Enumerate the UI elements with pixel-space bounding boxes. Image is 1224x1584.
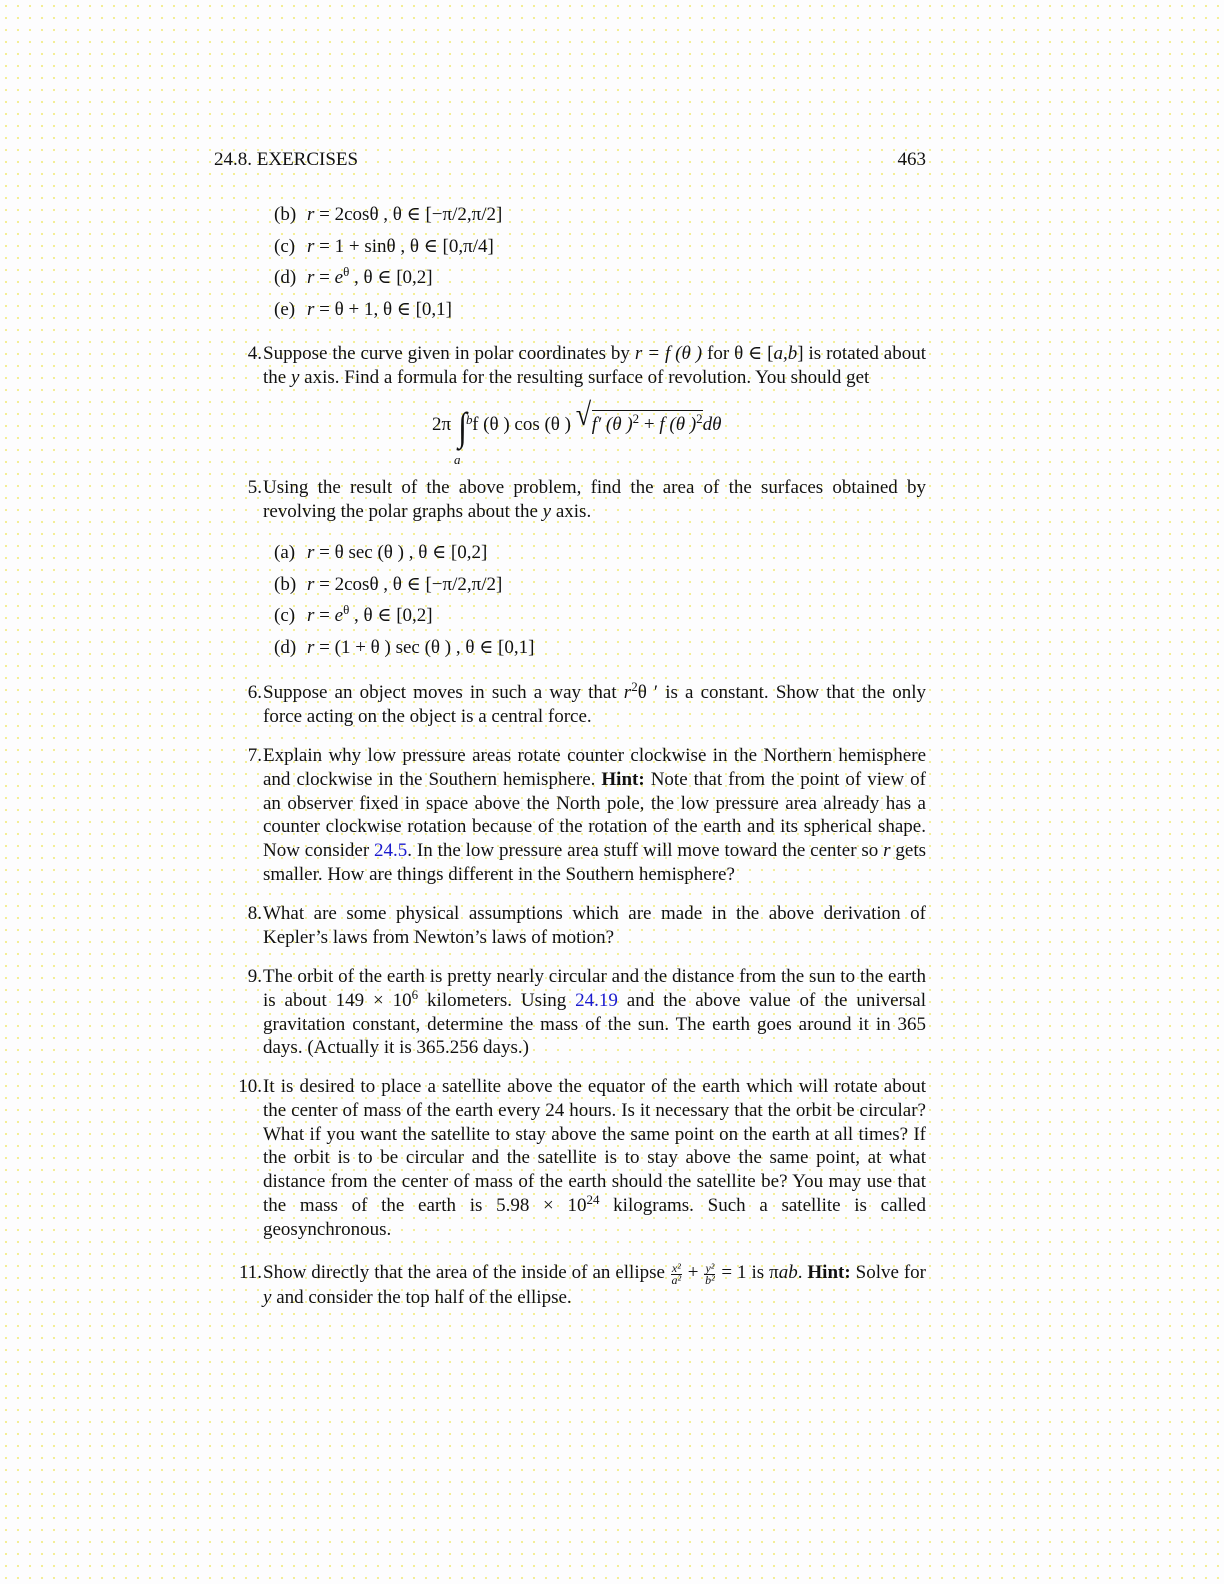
exercise-number: 7. <box>247 745 262 766</box>
var-r: r <box>307 204 315 225</box>
var-y: y <box>263 1287 272 1308</box>
var-ab: ab <box>778 1262 798 1283</box>
exercise-text <box>263 681 926 729</box>
denominator: a² <box>671 1273 682 1287</box>
term: f′ (θ ) <box>591 414 633 435</box>
exercise-text <box>263 476 926 524</box>
text: kilograms. Such a satellite is called geosynchronous. <box>263 1194 926 1240</box>
running-header <box>214 148 926 172</box>
var-r: r <box>307 636 315 658</box>
exponent: θ <box>343 602 350 618</box>
page-number: 463 <box>897 149 926 170</box>
equation: = 1 + sinθ , θ ∈ [0,π/4] <box>314 235 494 257</box>
lower-limit: a <box>454 452 461 467</box>
section-title: 24.8. EXERCISES <box>214 149 359 170</box>
sub-item <box>274 604 534 636</box>
text: for θ ∈ [ <box>702 343 774 364</box>
exponent: 24 <box>586 1191 600 1207</box>
radicand <box>592 410 703 437</box>
surface-integral-formula <box>432 397 722 460</box>
text: The orbit of the earth is pretty nearly circular and the distance from the sun to the earth is about 149 × 10 <box>263 966 926 1011</box>
exercise-4 <box>214 342 926 390</box>
operator: + <box>639 414 660 435</box>
text: axis. Find a formula for the resulting surface of revolution. You should get <box>299 366 870 388</box>
equation: , θ ∈ [0,2] <box>349 267 433 289</box>
numerator: y² <box>705 1261 715 1275</box>
var-y: y <box>290 366 300 388</box>
sub-item <box>274 541 534 573</box>
text: gets smaller. How are things different in the Southern hemisphere? <box>263 840 927 885</box>
sub-item <box>274 573 534 605</box>
sub-item <box>274 636 534 668</box>
text: Suppose the curve given in polar coordinates by <box>263 343 635 364</box>
exponent: 2 <box>696 411 703 426</box>
equation: = (1 + θ ) sec (θ ) , θ ∈ [0,1] <box>314 636 535 658</box>
equation: = <box>314 267 335 289</box>
exercise-number: 4. <box>247 343 262 364</box>
exercise-text <box>263 342 926 390</box>
math: a,b <box>773 343 798 364</box>
exercise-number: 5. <box>247 477 262 498</box>
text: axis. <box>551 500 592 522</box>
text: Show directly that the area of the inside of an ellipse <box>263 1262 670 1283</box>
exercise-3-subitems <box>274 203 502 329</box>
exercise-5 <box>214 476 926 524</box>
text: = 1 is π <box>716 1262 779 1283</box>
text: is a constant. Show that the only force acting on the object is a central force. <box>263 682 926 727</box>
item-label: (b) <box>274 573 297 595</box>
exercise-9 <box>214 965 926 1060</box>
item-label: (d) <box>274 267 297 289</box>
radical-sign: √ <box>575 397 592 434</box>
var-r: r <box>307 298 315 320</box>
equation-reference-link[interactable]: 24.5 <box>374 840 408 862</box>
text: Explain why low pressure areas rotate counter clockwise in the Northern hemisphere and clockwise in the Southern hemisphere. <box>263 745 926 790</box>
item-label: (c) <box>274 605 296 627</box>
text: kilometers. Using <box>418 989 576 1011</box>
denominator: b² <box>705 1273 715 1287</box>
square-root <box>575 397 703 437</box>
item-label: (e) <box>274 298 296 320</box>
integrand: f (θ ) cos (θ ) <box>472 414 571 435</box>
exercise-6 <box>214 681 926 729</box>
text: . <box>797 1262 808 1283</box>
item-label: (d) <box>274 636 297 658</box>
exercise-5-subitems <box>274 541 534 667</box>
numerator: x² <box>671 1261 681 1275</box>
item-label: (c) <box>274 235 296 257</box>
var-e: e <box>334 267 344 289</box>
var-r: r <box>307 542 315 563</box>
text: and the above value of the universal gravitation constant, determine the mass of the sun. The earth goes around it in 365 days. (Actually it is 365.256 days.) <box>263 989 926 1059</box>
equation: = 2cosθ , θ ∈ [−π/2,π/2] <box>314 204 503 225</box>
fraction-x-over-a <box>671 1263 682 1286</box>
exercise-number: 8. <box>247 903 262 924</box>
upper-limit: b <box>466 412 473 427</box>
item-label: (b) <box>274 204 297 225</box>
math: r = f (θ ) <box>634 343 703 364</box>
var-r: r <box>307 235 315 257</box>
exercise-text <box>263 744 926 887</box>
coefficient: 2π <box>432 414 452 435</box>
text: It is desired to place a satellite above the equator of the earth which will rotate about the center of mass of the earth every 24 hours. Is it necessary that the orbit be circular? What if you want the satellite to stay above the same point on the earth at all times? If the orbit is to be circular and the satellite is to stay above the same point, at what distance from the center of mass of the earth should the satellite be? You may use that the mass of the earth is 5.98 × 10 <box>263 1076 926 1216</box>
exercise-10 <box>214 1075 926 1242</box>
exercise-number: 11. <box>238 1262 262 1283</box>
var-r: r <box>623 682 632 703</box>
text: Suppose an object moves in such a way that <box>263 682 624 703</box>
var-r: r <box>883 840 891 862</box>
exercise-text <box>263 965 926 1060</box>
hint-label: Hint: <box>601 768 645 790</box>
integral-sign: ∫ <box>458 404 467 449</box>
equation: = <box>314 605 335 627</box>
exercise-11 <box>214 1261 926 1310</box>
exercise-8 <box>214 902 926 950</box>
fraction-y-over-b <box>704 1263 715 1286</box>
item-label: (a) <box>274 542 296 563</box>
exercise-number: 9. <box>247 966 262 987</box>
exponent: 2 <box>632 411 640 426</box>
sub-item <box>274 235 502 267</box>
var-theta-prime: θ ′ <box>637 682 659 703</box>
sub-item <box>274 203 502 235</box>
exercise-text: What are some physical assumptions which are made in the above derivation of Kepler’s laws from Newton’s laws of motion? <box>263 903 926 948</box>
differential: dθ <box>702 414 722 435</box>
text: and consider the top half of the ellipse. <box>271 1287 572 1308</box>
exponent: 6 <box>411 986 419 1002</box>
text: Solve for <box>850 1262 927 1283</box>
text: ] is rotated about the <box>263 343 926 388</box>
exercise-number: 10. <box>238 1076 262 1097</box>
operator: + <box>682 1262 704 1283</box>
equation: = θ sec (θ ) , θ ∈ [0,2] <box>314 542 488 563</box>
equation: = 2cosθ , θ ∈ [−π/2,π/2] <box>314 573 503 595</box>
var-r: r <box>307 573 315 595</box>
equation-reference-link[interactable]: 24.19 <box>575 989 618 1011</box>
exponent: 2 <box>631 679 638 694</box>
term: f (θ ) <box>659 414 697 435</box>
text: Using the result of the above problem, find the area of the surfaces obtained by revolving the polar graphs about the <box>263 477 926 522</box>
exercise-number: 6. <box>247 682 262 703</box>
var-r: r <box>307 267 315 289</box>
sub-item <box>274 266 502 298</box>
var-y: y <box>542 500 552 522</box>
exercise-text <box>263 1075 926 1242</box>
equation: = θ + 1, θ ∈ [0,1] <box>314 298 453 320</box>
exercise-7 <box>214 744 926 887</box>
sub-item <box>274 298 502 330</box>
text: Note that from the point of view of an observer fixed in space above the North pole, the low pressure area already has a counter clockwise rotation because of the rotation of the earth and its spherical shape. Now consider <box>263 768 926 862</box>
text: . In the low pressure area stuff will move toward the center so <box>407 840 884 862</box>
var-e: e <box>334 605 344 627</box>
exponent: θ <box>343 264 350 280</box>
hint-label: Hint: <box>807 1262 851 1283</box>
equation: , θ ∈ [0,2] <box>349 605 433 627</box>
var-r: r <box>307 605 315 627</box>
exercise-text <box>263 1261 926 1310</box>
